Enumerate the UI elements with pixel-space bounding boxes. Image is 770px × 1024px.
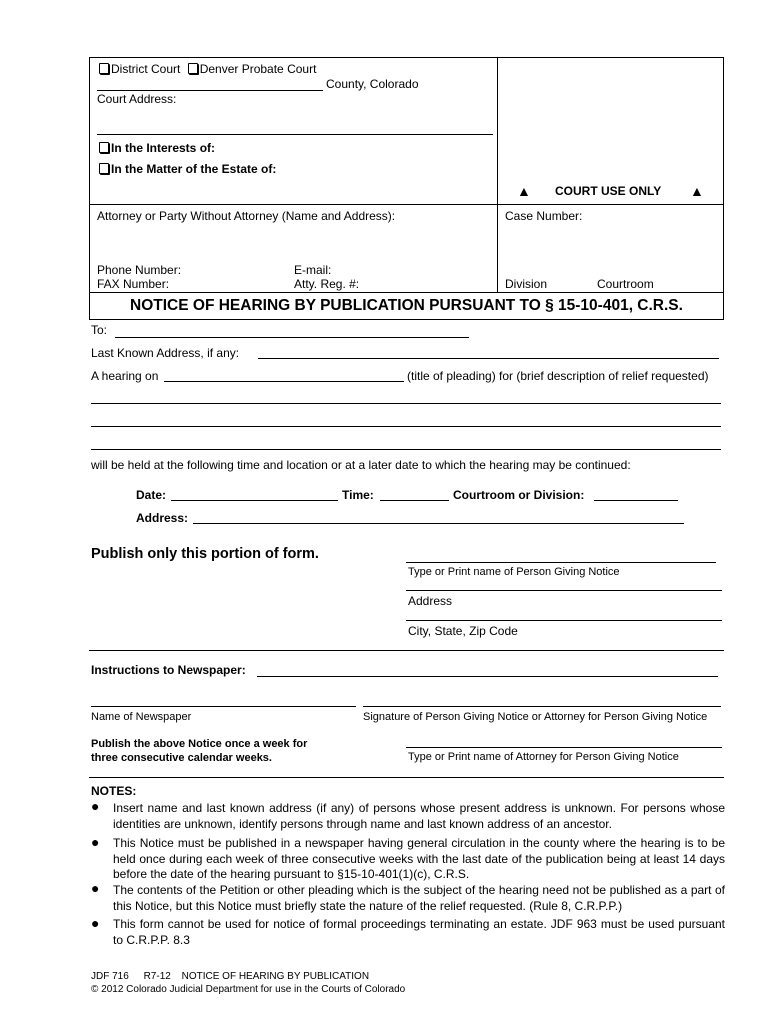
bullet-icon: ● [91, 880, 100, 896]
courtroom-division-label: Courtroom or Division: [453, 488, 585, 502]
interests-row [99, 141, 215, 155]
time-input-line[interactable] [380, 500, 449, 501]
caption-horizontal-divider [89, 204, 724, 205]
note-item-2: This Notice must be published in a newspaper having general circulation in the county where the hearing is to be held once during each week of three consecutive weeks with the last date of the publication being at least 14 days before the date of the hearing pursuant to §15-10-401(1)(c), C.R.S. [113, 836, 725, 881]
county-input-line[interactable] [97, 90, 323, 91]
address-input-line[interactable] [193, 523, 684, 524]
estate-label: In the Matter of the Estate of: [111, 162, 277, 176]
person-name-input-line[interactable] [406, 562, 716, 563]
date-input-line[interactable] [171, 500, 338, 501]
bullet-icon: ● [91, 798, 100, 814]
relief-line-1[interactable] [91, 403, 721, 404]
signature-caption: Signature of Person Giving Notice or Attorney for Person Giving Notice [363, 711, 708, 723]
person-address-input-line[interactable] [406, 620, 722, 621]
email-label: E-mail: [294, 263, 332, 277]
attorney-name-caption: Type or Print name of Attorney for Person Giving Notice [408, 751, 679, 763]
to-input-line[interactable] [115, 337, 469, 338]
instructions-input-line[interactable] [257, 676, 718, 677]
hearing-on-input-line[interactable] [164, 381, 404, 382]
form-title: NOTICE OF HEARING BY PUBLICATION PURSUANT TO § 15-10-401, C.R.S. [89, 292, 724, 320]
date-label: Date: [136, 488, 167, 502]
bullet-icon: ● [91, 915, 100, 931]
courtroom-label: Courtroom [597, 277, 654, 291]
footer-form-id: JDF 716 [91, 971, 129, 982]
denver-probate-label: Denver Probate Court [199, 62, 317, 76]
note-item-3: The contents of the Petition or other pleading which is the subject of the hearing need not be published as a part of this Notice, but this Notice must briefly state the nature of the relief requested. (Rule 8, C.R.P.P.) [113, 883, 725, 913]
publish-once-line2: three consecutive calendar weeks. [91, 752, 272, 764]
up-triangle-icon-right: ▲ [690, 183, 704, 199]
attorney-name-input-line[interactable] [406, 747, 722, 748]
city-state-zip-caption: City, State, Zip Code [408, 624, 518, 638]
person-name-caption: Type or Print name of Person Giving Notice [408, 566, 620, 578]
newspaper-name-input-line[interactable] [91, 706, 356, 707]
interests-checkbox[interactable] [99, 142, 109, 153]
division-label: Division [505, 277, 548, 291]
note-item-1: Insert name and last known address (if any) of persons whose present address is unknown. For persons whose identities are unknown, identify persons through name and last known address of an ancestor. [113, 801, 725, 831]
phone-label: Phone Number: [97, 263, 182, 277]
court-use-only-label: COURT USE ONLY [555, 184, 662, 198]
footer-copyright: © 2012 Colorado Judicial Department for use in the Courts of Colorado [91, 984, 406, 995]
address-label: Address: [136, 511, 189, 525]
notes-heading: NOTES: [91, 784, 137, 798]
title-pleading-label: (title of pleading) for (brief description of relief requested) [407, 369, 709, 383]
denver-probate-checkbox[interactable] [188, 63, 198, 74]
will-be-held-text: will be held at the following time and location or at a later date to which the hearing may be continued: [91, 458, 631, 472]
interests-label: In the Interests of: [111, 141, 216, 155]
notes-divider [89, 777, 724, 778]
newspaper-name-caption: Name of Newspaper [91, 711, 192, 723]
note-item-4: This form cannot be used for notice of formal proceedings terminating an estate. JDF 963 must be used pursuant to C.R.P.P. 8.3 [113, 917, 725, 947]
signature-input-line[interactable] [363, 706, 721, 707]
instructions-label: Instructions to Newspaper: [91, 663, 246, 677]
hearing-on-label: A hearing on [91, 369, 159, 383]
court-address-input-line[interactable] [97, 134, 493, 135]
footer-line-1 [91, 971, 369, 982]
to-label: To: [91, 323, 108, 337]
attorney-label: Attorney or Party Without Attorney (Name and Address): [97, 209, 396, 223]
publish-once-line1: Publish the above Notice once a week for [91, 738, 308, 750]
county-label: County, Colorado [326, 77, 419, 91]
court-address-label: Court Address: [97, 92, 177, 106]
person-address-caption: Address [408, 594, 453, 608]
estate-checkbox[interactable] [99, 163, 109, 174]
relief-line-2[interactable] [91, 426, 721, 427]
case-number-label: Case Number: [505, 209, 583, 223]
person-address-line-top[interactable] [406, 590, 722, 591]
last-address-label: Last Known Address, if any: [91, 346, 240, 360]
atty-reg-label: Atty. Reg. #: [294, 277, 360, 291]
publish-heading: Publish only this portion of form. [91, 546, 319, 562]
district-court-label: District Court [111, 62, 181, 76]
footer-form-title: NOTICE OF HEARING BY PUBLICATION [181, 971, 370, 982]
relief-line-3[interactable] [91, 449, 721, 450]
court-type-row [99, 62, 316, 76]
up-triangle-icon-left: ▲ [517, 183, 531, 199]
time-label: Time: [342, 488, 374, 502]
district-court-checkbox[interactable] [99, 63, 109, 74]
publish-section-divider [89, 650, 724, 651]
last-address-input-line[interactable] [258, 358, 719, 359]
fax-label: FAX Number: [97, 277, 170, 291]
courtroom-division-input-line[interactable] [594, 500, 678, 501]
bullet-icon: ● [91, 834, 100, 850]
caption-vertical-divider [497, 57, 498, 293]
footer-revision: R7-12 [143, 971, 171, 982]
estate-row [99, 162, 276, 176]
